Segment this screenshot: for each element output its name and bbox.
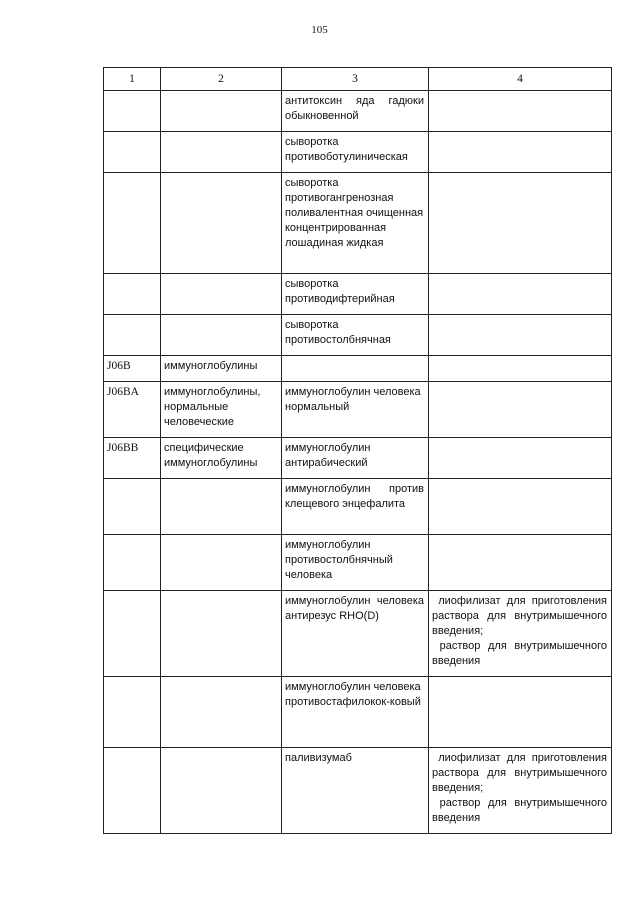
group-cell xyxy=(161,274,282,315)
table-row xyxy=(104,438,612,479)
name-cell: сыворотка противоботулиническая xyxy=(282,132,429,173)
group-cell: иммуноглобулины xyxy=(161,356,282,382)
group-cell xyxy=(161,173,282,274)
table-row xyxy=(104,91,612,132)
group-cell xyxy=(161,132,282,173)
form-cell: лиофилизат для приготовления раствора для внутримышечного введения; раствор для внутримышечного введения xyxy=(429,591,612,677)
name-cell: иммуноглобулин антирабический xyxy=(282,438,429,479)
table-row xyxy=(104,535,612,591)
name-cell: иммуноглобулин противостолбнячный человека xyxy=(282,535,429,591)
name-cell: паливизумаб xyxy=(282,748,429,834)
table-row xyxy=(104,315,612,356)
form-cell xyxy=(429,535,612,591)
code-cell xyxy=(104,315,161,356)
code-cell: J06B xyxy=(104,356,161,382)
name-cell: антитоксин яда гадюки обыкновенной xyxy=(282,91,429,132)
code-cell xyxy=(104,91,161,132)
group-cell xyxy=(161,535,282,591)
table-row xyxy=(104,173,612,274)
form-cell xyxy=(429,382,612,438)
column-header: 1 xyxy=(104,68,161,91)
drug-table xyxy=(103,67,612,834)
code-cell xyxy=(104,479,161,535)
form-cell: лиофилизат для приготовления раствора для внутримышечного введения; раствор для внутримышечного введения xyxy=(429,748,612,834)
table-row xyxy=(104,356,612,382)
code-cell xyxy=(104,677,161,748)
table-row xyxy=(104,677,612,748)
form-cell xyxy=(429,173,612,274)
name-cell: иммуноглобулин человека антирезус RHO(D) xyxy=(282,591,429,677)
name-cell: иммуноглобулин человека нормальный xyxy=(282,382,429,438)
name-cell: иммуноглобулин против клещевого энцефалита xyxy=(282,479,429,535)
group-cell xyxy=(161,91,282,132)
page-number: 105 xyxy=(311,24,328,36)
group-cell xyxy=(161,479,282,535)
group-cell: иммуноглобулины, нормальные человеческие xyxy=(161,382,282,438)
form-cell xyxy=(429,356,612,382)
code-cell xyxy=(104,173,161,274)
group-cell: специфические иммуноглобулины xyxy=(161,438,282,479)
code-cell: J06BB xyxy=(104,438,161,479)
form-cell xyxy=(429,274,612,315)
table-row xyxy=(104,274,612,315)
table-row xyxy=(104,748,612,834)
code-cell xyxy=(104,591,161,677)
code-cell xyxy=(104,274,161,315)
form-cell xyxy=(429,438,612,479)
table-row xyxy=(104,132,612,173)
name-cell: сыворотка противогангренозная поливалентная очищенная концентрированная лошадиная жидкая xyxy=(282,173,429,274)
code-cell xyxy=(104,535,161,591)
name-cell: сыворотка противодифтерийная xyxy=(282,274,429,315)
group-cell xyxy=(161,315,282,356)
form-cell xyxy=(429,91,612,132)
table-row xyxy=(104,479,612,535)
column-header: 3 xyxy=(282,68,429,91)
table-row xyxy=(104,382,612,438)
form-cell xyxy=(429,479,612,535)
code-cell xyxy=(104,132,161,173)
group-cell xyxy=(161,677,282,748)
form-cell xyxy=(429,677,612,748)
column-header: 2 xyxy=(161,68,282,91)
name-cell: сыворотка противостолбнячная xyxy=(282,315,429,356)
name-cell: иммуноглобулин человека противостафилокок-ковый xyxy=(282,677,429,748)
name-cell xyxy=(282,356,429,382)
column-header: 4 xyxy=(429,68,612,91)
form-cell xyxy=(429,132,612,173)
table-header-row xyxy=(104,68,612,91)
form-cell xyxy=(429,315,612,356)
table-row xyxy=(104,591,612,677)
code-cell xyxy=(104,748,161,834)
group-cell xyxy=(161,748,282,834)
group-cell xyxy=(161,591,282,677)
code-cell: J06BA xyxy=(104,382,161,438)
